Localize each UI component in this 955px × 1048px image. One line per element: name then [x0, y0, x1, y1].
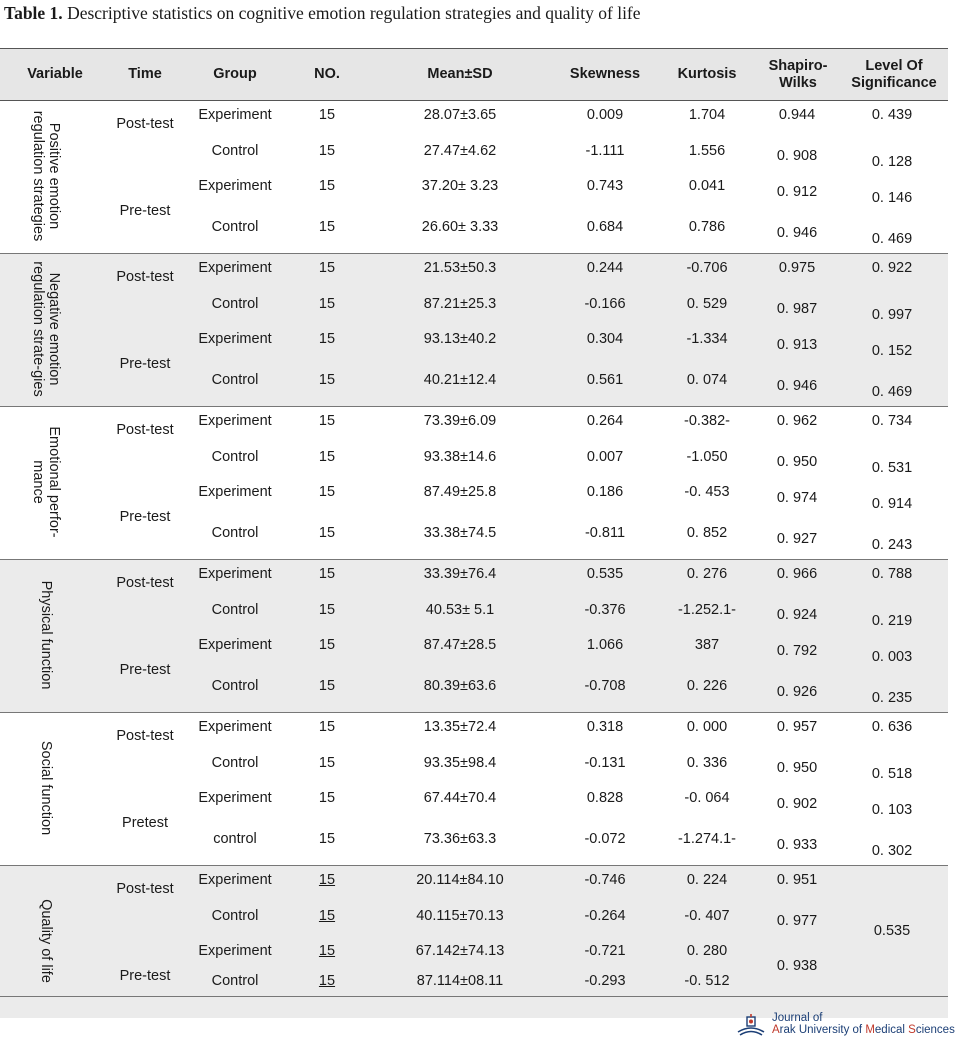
band-divider [0, 406, 948, 407]
kurtosis-cell: 0. 276 [686, 566, 728, 582]
significance-cell: 0. 788 [871, 566, 913, 582]
header-no: NO. [314, 66, 340, 82]
count-cell: 15 [318, 260, 336, 276]
group-cell: Experiment [198, 566, 272, 582]
significance-cell: 0. 003 [871, 649, 913, 665]
count-cell: 15 [318, 831, 336, 847]
count-cell: 15 [318, 178, 336, 194]
group-cell: Experiment [198, 719, 272, 735]
time-label: Pre-test [119, 662, 171, 678]
count-cell: 15 [318, 790, 336, 806]
shapiro-wilks-cell: 0. 946 [776, 378, 818, 394]
group-cell: Control [211, 449, 259, 465]
group-cell: Control [211, 755, 259, 771]
shapiro-wilks-cell: 0. 938 [776, 958, 818, 974]
count-cell: 15 [318, 107, 336, 123]
mean-sd-cell: 33.38±74.5 [423, 525, 497, 541]
kurtosis-cell: 0. 226 [686, 678, 728, 694]
mean-sd-cell: 20.114±84.10 [416, 872, 504, 888]
header-shapiro-wilks: Shapiro-Wilks [768, 57, 828, 91]
kurtosis-cell: -1.050 [686, 449, 728, 465]
table-title: Descriptive statistics on cognitive emotion regulation strategies and quality of life [67, 3, 641, 23]
mean-sd-cell: 67.44±70.4 [423, 790, 497, 806]
mean-sd-cell: 26.60± 3.33 [421, 219, 499, 235]
significance-cell: 0. 914 [871, 496, 913, 512]
skewness-cell: -0.264 [584, 908, 626, 924]
mean-sd-cell: 93.35±98.4 [423, 755, 497, 771]
count-cell: 15 [318, 143, 336, 159]
significance-cell: 0.535 [873, 923, 911, 939]
time-label: Post-test [116, 575, 174, 591]
journal-name-line2: Arak University of Medical Sciences [772, 1024, 955, 1036]
mean-sd-cell: 87.21±25.3 [423, 296, 497, 312]
skewness-cell: 0.244 [586, 260, 624, 276]
kurtosis-cell: -1.334 [686, 331, 728, 347]
skewness-cell: 0.304 [586, 331, 624, 347]
significance-cell: 0. 146 [871, 190, 913, 206]
mean-sd-cell: 87.114±08.11 [416, 973, 504, 989]
skewness-cell: 0.318 [586, 719, 624, 735]
significance-cell: 0. 219 [871, 613, 913, 629]
count-cell: 15 [318, 566, 336, 582]
mean-sd-cell: 87.47±28.5 [423, 637, 497, 653]
kurtosis-cell: 1.704 [688, 107, 726, 123]
mean-sd-cell: 40.21±12.4 [423, 372, 497, 388]
group-cell: Experiment [198, 943, 272, 959]
table-header [0, 48, 948, 101]
count-cell: 15 [318, 331, 336, 347]
variable-label [0, 712, 92, 865]
mean-sd-cell: 93.13±40.2 [423, 331, 497, 347]
time-label: Pre-test [119, 968, 171, 984]
count-cell: 15 [318, 755, 336, 771]
group-cell: Control [211, 296, 259, 312]
mean-sd-cell: 67.142±74.13 [415, 943, 505, 959]
count-cell: 15 [318, 602, 336, 618]
journal-emblem-icon [736, 1012, 766, 1038]
shapiro-wilks-cell: 0. 902 [776, 796, 818, 812]
group-cell: Experiment [198, 637, 272, 653]
kurtosis-cell: 0. 336 [686, 755, 728, 771]
count-cell: 15 [318, 449, 336, 465]
shapiro-wilks-cell: 0. 962 [776, 413, 818, 429]
time-label: Post-test [116, 881, 174, 897]
shapiro-wilks-cell: 0. 926 [776, 684, 818, 700]
group-cell: Experiment [198, 178, 272, 194]
band-divider [0, 559, 948, 560]
count-cell: 15 [318, 525, 336, 541]
variable-name: Negative emotion regulation strate-gies [30, 261, 62, 397]
kurtosis-cell: -0. 064 [684, 790, 730, 806]
variable-name: Physical function [38, 580, 54, 690]
kurtosis-cell: 0. 852 [686, 525, 728, 541]
shapiro-wilks-cell: 0. 927 [776, 531, 818, 547]
shapiro-wilks-cell: 0. 950 [776, 454, 818, 470]
variable-label [0, 253, 92, 406]
kurtosis-cell: 0. 000 [686, 719, 728, 735]
skewness-cell: 0.535 [586, 566, 624, 582]
header-level-of-significance: Level Of Significance [851, 57, 937, 91]
significance-cell: 0. 243 [871, 537, 913, 553]
kurtosis-cell: 0.786 [688, 219, 726, 235]
count-cell: 15 [318, 908, 336, 924]
skewness-cell: -1.111 [585, 143, 625, 159]
shapiro-wilks-cell: 0. 933 [776, 837, 818, 853]
group-cell: Control [211, 602, 259, 618]
header-mean-sd: Mean±SD [427, 66, 493, 82]
mean-sd-cell: 13.35±72.4 [423, 719, 497, 735]
shapiro-wilks-cell: 0. 957 [776, 719, 818, 735]
significance-cell: 0. 922 [871, 260, 913, 276]
header-kurtosis: Kurtosis [677, 66, 737, 82]
skewness-cell: -0.293 [584, 973, 626, 989]
shapiro-wilks-cell: 0.975 [778, 260, 816, 276]
skewness-cell: -0.746 [584, 872, 626, 888]
mean-sd-cell: 28.07±3.65 [423, 107, 497, 123]
skewness-cell: 0.828 [586, 790, 624, 806]
group-cell: Control [211, 143, 259, 159]
group-cell: Experiment [198, 872, 272, 888]
mean-sd-cell: 73.36±63.3 [423, 831, 497, 847]
count-cell: 15 [318, 719, 336, 735]
band-divider [0, 712, 948, 713]
table-caption [4, 3, 641, 24]
kurtosis-cell: -1.274.1- [677, 831, 737, 847]
mean-sd-cell: 40.115±70.13 [416, 908, 504, 924]
significance-cell: 0. 439 [871, 107, 913, 123]
kurtosis-cell: -1.252.1- [677, 602, 737, 618]
skewness-cell: 0.186 [586, 484, 624, 500]
count-cell: 15 [318, 678, 336, 694]
time-label: Post-test [116, 269, 174, 285]
time-label: Pre-test [119, 203, 171, 219]
count-cell: 15 [318, 296, 336, 312]
skewness-cell: -0.131 [584, 755, 626, 771]
shapiro-wilks-cell: 0.944 [778, 107, 816, 123]
shapiro-wilks-cell: 0. 792 [776, 643, 818, 659]
kurtosis-cell: -0. 512 [684, 973, 730, 989]
group-cell: Experiment [198, 413, 272, 429]
mean-sd-cell: 27.47±4.62 [423, 143, 497, 159]
group-cell: Control [211, 973, 259, 989]
significance-cell: 0. 518 [871, 766, 913, 782]
shapiro-wilks-cell: 0. 950 [776, 760, 818, 776]
mean-sd-cell: 73.39±6.09 [423, 413, 497, 429]
skewness-cell: 0.007 [586, 449, 624, 465]
skewness-cell: 0.009 [586, 107, 624, 123]
skewness-cell: 0.264 [586, 413, 624, 429]
skewness-cell: 0.743 [586, 178, 624, 194]
significance-cell: 0. 636 [871, 719, 913, 735]
time-label: Pretest [122, 815, 168, 831]
band-divider [0, 865, 948, 866]
group-cell: Control [211, 908, 259, 924]
significance-cell: 0. 469 [871, 384, 913, 400]
mean-sd-cell: 87.49±25.8 [423, 484, 497, 500]
journal-logo [736, 1010, 955, 1042]
kurtosis-cell: 0.041 [688, 178, 726, 194]
significance-cell: 0. 235 [871, 690, 913, 706]
variable-name: Positive emotion regulation strategies [30, 110, 62, 242]
kurtosis-cell: 0. 529 [686, 296, 728, 312]
band-divider [0, 253, 948, 254]
group-cell: Control [211, 525, 259, 541]
count-cell: 15 [318, 484, 336, 500]
significance-cell: 0. 997 [871, 307, 913, 323]
shapiro-wilks-cell: 0. 974 [776, 490, 818, 506]
skewness-cell: -0.811 [584, 525, 626, 541]
skewness-cell: 0.561 [586, 372, 624, 388]
shapiro-wilks-cell: 0. 908 [776, 148, 818, 164]
kurtosis-cell: 1.556 [688, 143, 726, 159]
time-label: Pre-test [119, 356, 171, 372]
mean-sd-cell: 93.38±14.6 [423, 449, 497, 465]
kurtosis-cell: -0. 407 [684, 908, 730, 924]
kurtosis-cell: -0. 453 [684, 484, 730, 500]
group-cell: control [213, 831, 257, 847]
variable-label [0, 406, 92, 559]
count-cell: 15 [318, 413, 336, 429]
table-label: Table 1. [4, 3, 63, 23]
header-variable: Variable [27, 66, 83, 82]
kurtosis-cell: 0. 280 [686, 943, 728, 959]
shapiro-wilks-cell: 0. 946 [776, 225, 818, 241]
mean-sd-cell: 37.20± 3.23 [421, 178, 499, 194]
variable-name: Quality of life [38, 899, 54, 983]
variable-label [0, 100, 92, 253]
time-label: Pre-test [119, 509, 171, 525]
count-cell: 15 [318, 372, 336, 388]
group-cell: Experiment [198, 331, 272, 347]
variable-name: Emotional perfor-mance [30, 426, 62, 538]
skewness-cell: 0.684 [586, 219, 624, 235]
significance-cell: 0. 103 [871, 802, 913, 818]
group-cell: Control [211, 678, 259, 694]
skewness-cell: -0.721 [584, 943, 626, 959]
mean-sd-cell: 21.53±50.3 [423, 260, 497, 276]
count-cell: 15 [318, 637, 336, 653]
skewness-cell: -0.708 [584, 678, 626, 694]
count-cell: 15 [318, 943, 336, 959]
time-label: Post-test [116, 116, 174, 132]
table-bottom-rule [0, 996, 948, 997]
skewness-cell: -0.166 [584, 296, 626, 312]
header-skewness: Skewness [569, 66, 641, 82]
shapiro-wilks-cell: 0. 912 [776, 184, 818, 200]
shapiro-wilks-cell: 0. 951 [776, 872, 818, 888]
mean-sd-cell: 33.39±76.4 [423, 566, 497, 582]
significance-cell: 0. 734 [871, 413, 913, 429]
shapiro-wilks-cell: 0. 913 [776, 337, 818, 353]
significance-cell: 0. 469 [871, 231, 913, 247]
journal-name-line1: Journal of [772, 1012, 823, 1024]
mean-sd-cell: 80.39±63.6 [423, 678, 497, 694]
mean-sd-cell: 40.53± 5.1 [425, 602, 495, 618]
group-cell: Experiment [198, 484, 272, 500]
group-cell: Control [211, 372, 259, 388]
group-cell: Control [211, 219, 259, 235]
group-cell: Experiment [198, 107, 272, 123]
kurtosis-cell: 387 [694, 637, 720, 653]
shapiro-wilks-cell: 0. 977 [776, 913, 818, 929]
significance-cell: 0. 152 [871, 343, 913, 359]
significance-cell: 0. 531 [871, 460, 913, 476]
kurtosis-cell: 0. 074 [686, 372, 728, 388]
shapiro-wilks-cell: 0. 966 [776, 566, 818, 582]
shapiro-wilks-cell: 0. 924 [776, 607, 818, 623]
skewness-cell: -0.376 [584, 602, 626, 618]
count-cell: 15 [318, 973, 336, 989]
header-group: Group [213, 66, 257, 82]
variable-name: Social function [38, 740, 54, 836]
kurtosis-cell: 0. 224 [686, 872, 728, 888]
time-label: Post-test [116, 422, 174, 438]
group-cell: Experiment [198, 260, 272, 276]
shapiro-wilks-cell: 0. 987 [776, 301, 818, 317]
count-cell: 15 [318, 872, 336, 888]
group-cell: Experiment [198, 790, 272, 806]
time-label: Post-test [116, 728, 174, 744]
variable-label [0, 559, 92, 712]
kurtosis-cell: -0.706 [686, 260, 728, 276]
significance-cell: 0. 128 [871, 154, 913, 170]
header-time: Time [128, 66, 162, 82]
significance-cell: 0. 302 [871, 843, 913, 859]
count-cell: 15 [318, 219, 336, 235]
kurtosis-cell: -0.382- [684, 413, 730, 429]
skewness-cell: 1.066 [586, 637, 624, 653]
skewness-cell: -0.072 [584, 831, 626, 847]
